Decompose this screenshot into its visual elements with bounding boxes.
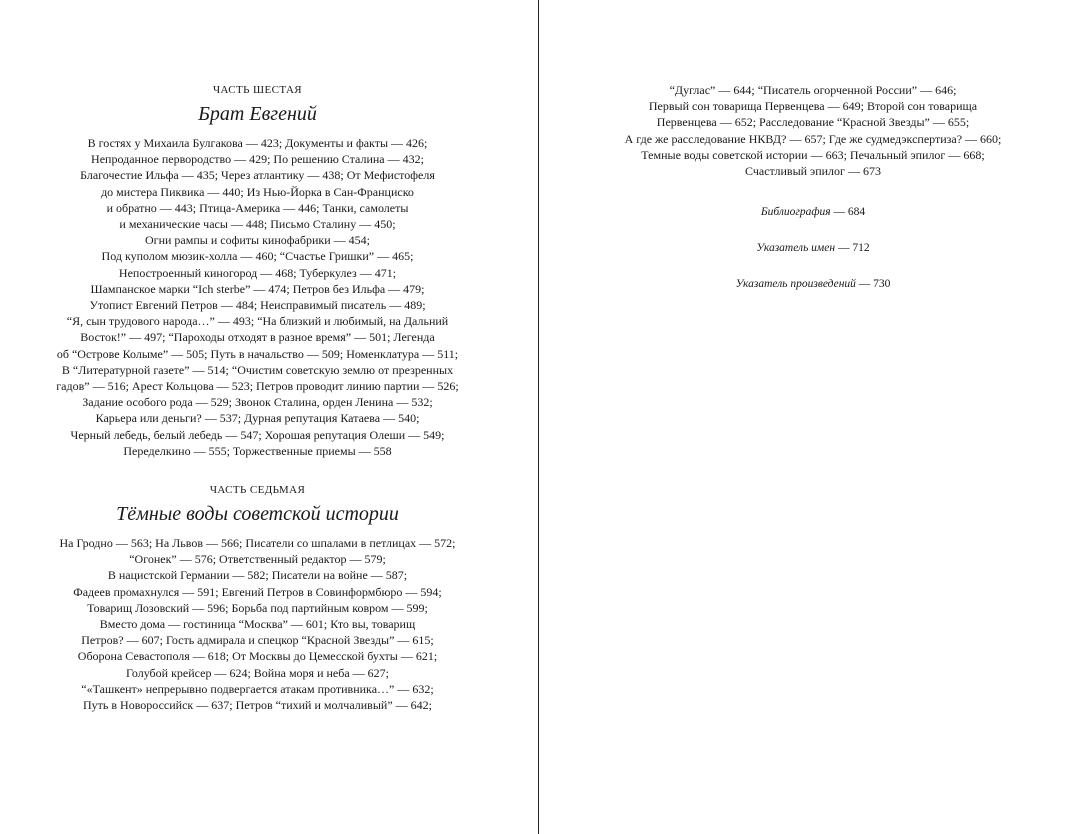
works-index-label: Указатель произведений (735, 278, 856, 290)
toc-line: Оборона Севастополя — 618; От Москвы до Цемесской бухты — 621; (77, 649, 438, 664)
toc-line: до мистера Пиквика — 440; Из Нью-Йорка в Сан-Франциско (101, 184, 414, 199)
toc-line: и обратно — 443; Птица-Америка — 446; Танки, самолеты (106, 200, 409, 215)
name-index-page: — 712 (837, 242, 870, 254)
toc-line: Благочестие Ильфа — 435; Через атлантику — 438; От Мефистофеля (80, 168, 435, 183)
works-index-entry (590, 277, 1036, 291)
toc-line: Карьера или деньги? — 537; Дурная репутация Катаева — 540; (95, 411, 420, 426)
toc-line: Под куполом мюзик-холла — 460; “Счастье Гришки” — 465; (101, 249, 414, 264)
toc-line: Первый сон товарища Первенцева — 649; Второй сон товарища (648, 99, 978, 114)
toc-line: Шампанское марки “Ich sterbe” — 474; Петров без Ильфа — 479; (90, 281, 425, 296)
bibliography-label: Библиография (760, 206, 831, 218)
part-seven-toc (40, 535, 475, 713)
toc-line: Голубой крейсер — 624; Война моря и неба — 627; (125, 665, 389, 680)
toc-line: “Огонек” — 576; Ответственный редактор — 579; (129, 552, 386, 567)
toc-line: В гостях у Михаила Булгакова — 423; Документы и факты — 426; (87, 136, 428, 150)
part-seven-title: Тёмные воды советской истории (116, 503, 399, 525)
toc-line: В нацистской Германии — 582; Писатели на войне — 587; (107, 568, 408, 583)
toc-line: Первенцева — 652; Расследование “Красной Звезды” — 655; (656, 115, 970, 130)
part-six-title: Брат Евгений (198, 103, 317, 125)
toc-line: Счастливый эпилог — 673 (745, 164, 881, 179)
toc-line: Огни рампы и софиты кинофабрики — 454; (145, 233, 370, 248)
toc-line: Восток!” — 497; “Пароходы отходят в разное время” — 501; Легенда (80, 330, 435, 345)
toc-line: об “Острове Колыме” — 505; Путь в начальство — 509; Номенклатура — 511; (56, 346, 459, 361)
works-index-page: — 730 (858, 278, 891, 290)
part-seven-label: ЧАСТЬ СЕДЬМАЯ (209, 484, 306, 496)
part-six-label: ЧАСТЬ ШЕСТАЯ (212, 84, 303, 96)
toc-line: “Я, сын трудового народа…” — 493; “На близкий и любимый, на Дальний (66, 314, 449, 329)
toc-line: Темные воды советской истории — 663; Печальный эпилог — 668; (641, 147, 985, 162)
name-index-entry (590, 241, 1036, 255)
toc-line: Товарищ Лозовский — 596; Борьба под партийным ковром — 599; (87, 600, 428, 615)
part-six-section (40, 83, 475, 459)
toc-line: На Гродно — 563; На Львов — 566; Писатели со шпалами в петлицах — 572; (59, 536, 456, 550)
part-six-toc (40, 135, 475, 459)
name-index-label: Указатель имен (756, 242, 836, 254)
toc-line: Утопист Евгений Петров — 484; Неисправимый писатель — 489; (89, 298, 426, 313)
bibliography-page: — 684 (833, 206, 866, 218)
toc-line: и механические часы — 448; Письмо Сталину — 450; (119, 217, 396, 232)
toc-line: гадов” — 516; Арест Кольцова — 523; Петров проводит линию партии — 526; (56, 379, 459, 394)
toc-line: Петров? — 607; Гость адмирала и спецкор “Красной Звезды” — 615; (81, 633, 434, 648)
toc-line: А где же расследование НКВД? — 657; Где же судмедэкспертиза? — 660; (624, 131, 1002, 146)
part-seven-continuation (590, 82, 1036, 179)
toc-line: Задание особого рода — 529; Звонок Сталина, орден Ленина — 532; (82, 395, 433, 410)
toc-line: Непостроенный киногород — 468; Туберкулез — 471; (118, 265, 397, 280)
toc-line: Переделкино — 555; Торжественные приемы — 558 (123, 443, 392, 458)
toc-line: Непроданное первородство — 429; По решению Сталина — 432; (91, 152, 424, 167)
part-seven-section (40, 483, 475, 713)
toc-line: Черный лебедь, белый лебедь — 547; Хорошая репутация Олеши — 549; (70, 427, 445, 442)
page-divider (538, 0, 539, 834)
toc-line: В “Литературной газете” — 514; “Очистим советскую землю от презренных (61, 362, 454, 377)
bibliography-entry (590, 205, 1036, 219)
toc-line: “«Ташкент» непрерывно подвергается атакам противника…” — 632; (81, 681, 434, 696)
toc-line: Вместо дома — гостиница “Москва” — 601; Кто вы, товарищ (99, 617, 416, 632)
toc-line: Фадеев промахнулся — 591; Евгений Петров в Совинформбюро — 594; (73, 584, 442, 599)
toc-line: “Дуглас” — 644; “Писатель огорченной России” — 646; (669, 83, 957, 97)
toc-line: Путь в Новороссийск — 637; Петров “тихий и молчаливый” — 642; (82, 698, 432, 713)
